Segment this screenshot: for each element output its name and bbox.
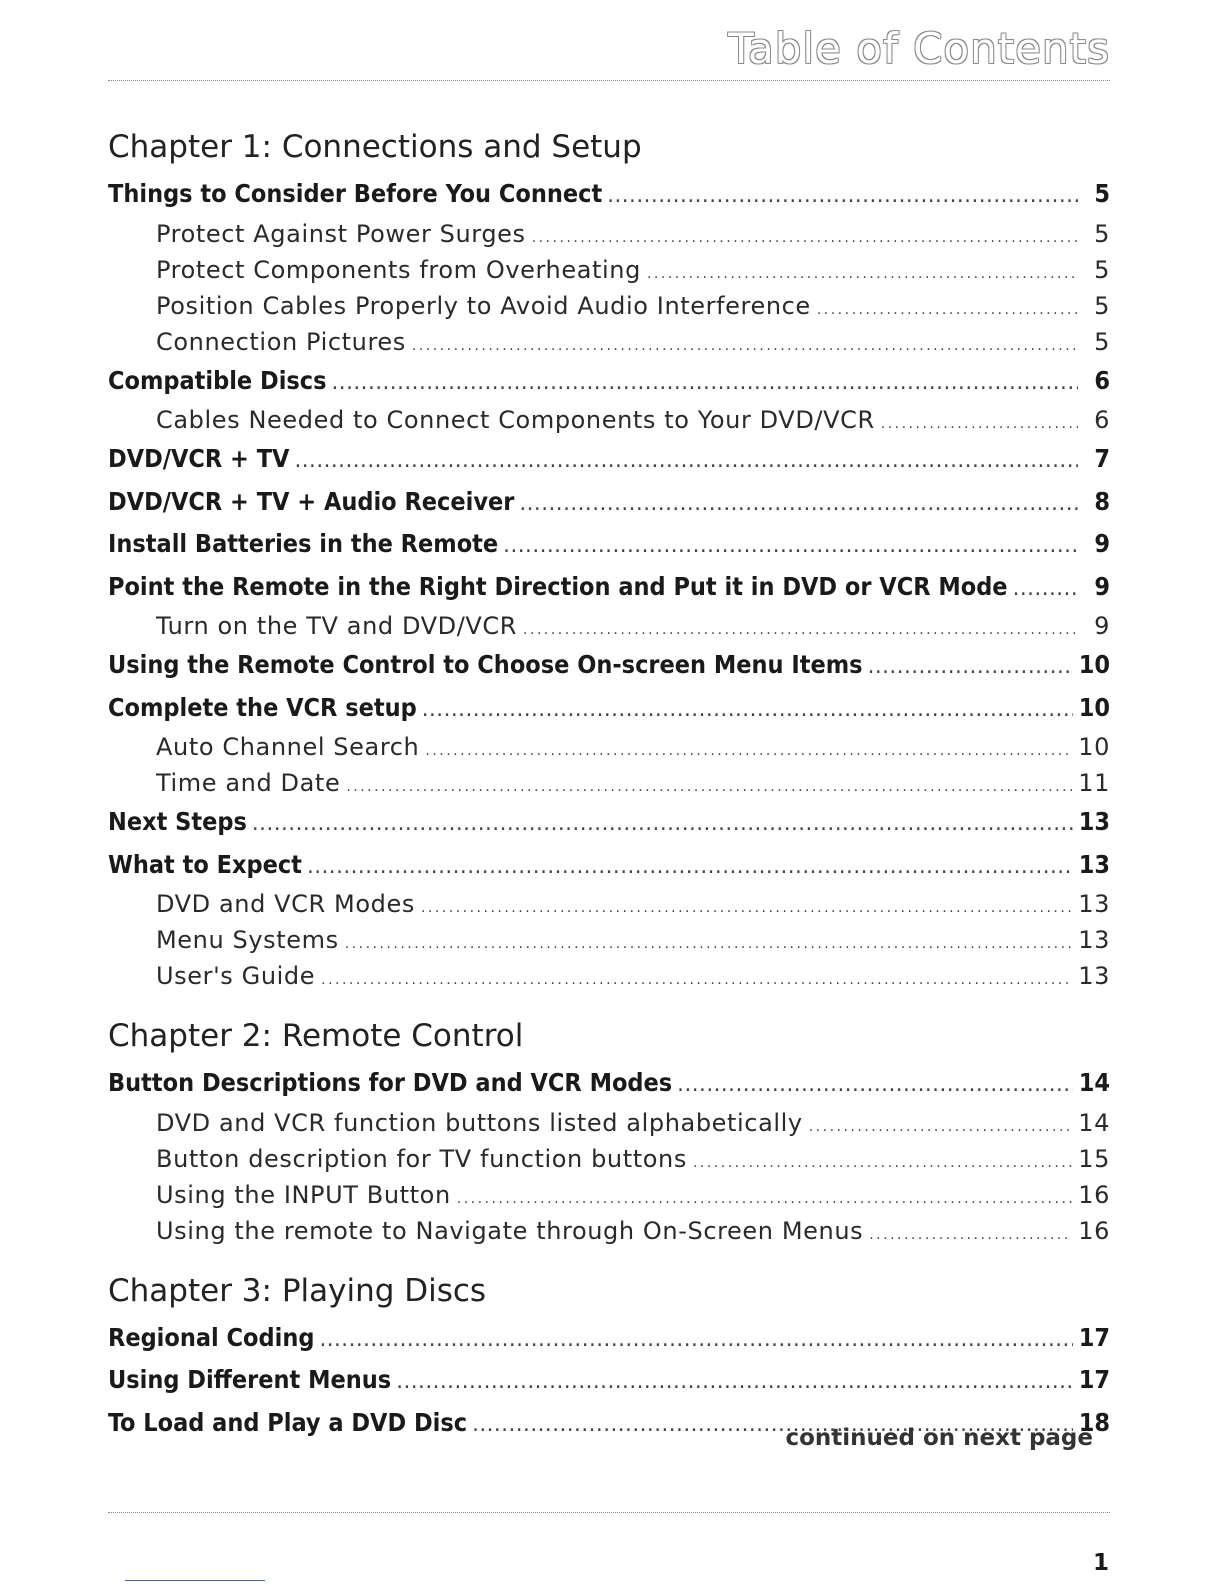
entry-page-number: 13	[1078, 890, 1110, 918]
dot-leader	[693, 1147, 1072, 1179]
toc-subentry[interactable]	[108, 924, 1110, 960]
dot-leader	[397, 1365, 1073, 1404]
entry-title: Using Different Menus	[108, 1365, 392, 1394]
entry-title: Position Cables Properly to Avoid Audio Interference	[156, 291, 811, 320]
toc-subentry[interactable]	[108, 326, 1110, 362]
continued-note: continued on next page	[785, 1425, 1093, 1451]
dot-leader	[421, 892, 1072, 924]
dot-leader	[321, 964, 1072, 996]
entry-title: Compatible Discs	[108, 365, 327, 395]
dot-leader	[678, 1068, 1073, 1107]
toc-entry[interactable]	[108, 568, 1110, 611]
dot-leader	[817, 294, 1078, 326]
entry-page-number: 10	[1078, 650, 1110, 679]
dot-leader	[881, 408, 1078, 440]
entry-page-number: 14	[1078, 1108, 1110, 1137]
toc-entry[interactable]	[108, 483, 1110, 526]
table-of-contents	[108, 125, 1110, 1464]
dot-leader	[320, 1323, 1072, 1362]
page-number: 1	[1092, 1550, 1109, 1576]
toc-subentry[interactable]	[108, 1143, 1110, 1179]
entry-page-number: 10	[1078, 692, 1110, 722]
toc-entry[interactable]	[108, 689, 1110, 732]
toc-entry[interactable]	[108, 1064, 1110, 1107]
entry-page-number: 9	[1094, 612, 1110, 640]
entry-page-number: 5	[1094, 179, 1110, 208]
entry-page-number: 18	[1078, 1407, 1110, 1437]
dot-leader	[308, 850, 1073, 889]
dot-leader	[345, 928, 1073, 960]
footer-divider	[108, 1512, 1110, 1513]
toc-entry[interactable]	[108, 1319, 1110, 1362]
toc-entry[interactable]	[108, 846, 1110, 889]
dot-leader	[253, 807, 1073, 846]
entry-page-number: 5	[1094, 219, 1110, 248]
entry-page-number: 16	[1078, 1180, 1110, 1209]
entry-title: DVD and VCR function buttons listed alphabetically	[156, 1108, 803, 1137]
entry-title: Button Descriptions for DVD and VCR Modes	[108, 1068, 673, 1097]
dot-leader	[333, 366, 1078, 405]
toc-entry[interactable]	[108, 1361, 1110, 1404]
entry-page-number: 5	[1094, 255, 1110, 284]
entry-title: Connection Pictures	[156, 327, 406, 356]
entry-title: Button description for TV function buttons	[156, 1144, 687, 1173]
entry-title: Using the Remote Control to Choose On-screen Menu Items	[108, 650, 863, 679]
entry-page-number: 5	[1094, 291, 1110, 320]
entry-page-number: 17	[1078, 1365, 1110, 1394]
dot-leader	[869, 1219, 1072, 1251]
entry-title: User's Guide	[156, 962, 316, 990]
entry-page-number: 16	[1078, 1216, 1110, 1245]
dot-leader	[504, 529, 1078, 568]
toc-subentry[interactable]	[108, 254, 1110, 290]
toc-subentry[interactable]	[108, 731, 1110, 767]
entry-title: Auto Channel Search	[156, 733, 420, 761]
dot-leader	[869, 650, 1073, 689]
entry-title: Menu Systems	[156, 926, 339, 954]
chapter-heading: Chapter 2: Remote Control	[108, 1018, 524, 1054]
entry-title: Turn on the TV and DVD/VCR	[156, 612, 518, 640]
entry-page-number: 8	[1094, 486, 1110, 516]
entry-title: What to Expect	[108, 849, 302, 879]
entry-page-number: 13	[1078, 962, 1110, 990]
entry-title: Time and Date	[156, 769, 341, 797]
entry-page-number: 14	[1078, 1068, 1110, 1097]
entry-title: To Load and Play a DVD Disc	[108, 1407, 468, 1437]
entry-title: Cables Needed to Connect Components to Your DVD/VCR	[156, 406, 875, 434]
entry-page-number: 17	[1078, 1322, 1110, 1352]
entry-title: DVD and VCR Modes	[156, 890, 415, 918]
entry-title: Using the remote to Navigate through On-Screen Menus	[156, 1216, 864, 1245]
dot-leader	[425, 735, 1072, 767]
dot-leader	[523, 614, 1078, 646]
toc-subentry[interactable]	[108, 1107, 1110, 1143]
chapter-section	[108, 125, 1110, 996]
chapter-heading: Chapter 1: Connections and Setup	[108, 129, 642, 165]
dot-leader	[520, 487, 1078, 526]
toc-subentry[interactable]	[108, 404, 1110, 440]
entry-page-number: 9	[1094, 529, 1110, 558]
dot-leader	[295, 444, 1078, 483]
dot-leader	[346, 771, 1072, 803]
entry-title: Install Batteries in the Remote	[108, 529, 499, 558]
entry-page-number: 13	[1078, 849, 1110, 879]
page-header	[108, 22, 1110, 81]
entry-title: Complete the VCR setup	[108, 692, 417, 722]
toc-subentry[interactable]	[108, 888, 1110, 924]
entry-page-number: 9	[1094, 571, 1110, 601]
entry-title: Point the Remote in the Right Direction and Put it in DVD or VCR Mode	[108, 571, 1008, 601]
entry-page-number: 11	[1078, 769, 1110, 797]
toc-entry[interactable]	[108, 803, 1110, 846]
dot-leader	[532, 222, 1078, 254]
toc-subentry[interactable]	[108, 1215, 1110, 1251]
dot-leader	[1014, 572, 1078, 611]
dot-leader	[412, 330, 1078, 362]
toc-entry[interactable]	[108, 525, 1110, 568]
entry-page-number: 13	[1078, 807, 1110, 836]
toc-entry[interactable]	[108, 646, 1110, 689]
entry-page-number: 6	[1094, 365, 1110, 395]
link-underline	[125, 1580, 265, 1581]
entry-title: Protect Against Power Surges	[156, 219, 526, 248]
dot-leader	[809, 1111, 1073, 1143]
entry-title: Protect Components from Overheating	[156, 255, 641, 284]
entry-page-number: 6	[1094, 406, 1110, 434]
entry-title: Regional Coding	[108, 1322, 315, 1352]
toc-subentry[interactable]	[108, 610, 1110, 646]
toc-entry[interactable]	[108, 362, 1110, 405]
toc-subentry[interactable]	[108, 1179, 1110, 1215]
dot-leader	[423, 693, 1073, 732]
entry-title: Things to Consider Before You Connect	[108, 179, 603, 208]
toc-entry[interactable]	[108, 440, 1110, 483]
page-title: Table of Contents	[728, 24, 1110, 73]
chapter-section	[108, 1014, 1110, 1251]
entry-page-number: 15	[1078, 1144, 1110, 1173]
toc-subentry[interactable]	[108, 290, 1110, 326]
entry-page-number: 7	[1094, 444, 1110, 473]
toc-entry[interactable]	[108, 175, 1110, 218]
toc-subentry[interactable]	[108, 960, 1110, 996]
entry-title: DVD/VCR + TV + Audio Receiver	[108, 486, 515, 516]
toc-subentry[interactable]	[108, 767, 1110, 803]
toc-subentry[interactable]	[108, 218, 1110, 254]
chapter-section	[108, 1269, 1110, 1447]
entry-page-number: 10	[1078, 733, 1110, 761]
dot-leader	[457, 1183, 1072, 1215]
entry-page-number: 13	[1078, 926, 1110, 954]
dot-leader	[647, 258, 1078, 290]
entry-title: Next Steps	[108, 807, 247, 836]
chapter-heading: Chapter 3: Playing Discs	[108, 1272, 487, 1309]
entry-title: DVD/VCR + TV	[108, 444, 290, 473]
entry-page-number: 5	[1094, 327, 1110, 356]
entry-title: Using the INPUT Button	[156, 1180, 451, 1209]
dot-leader	[608, 179, 1078, 218]
